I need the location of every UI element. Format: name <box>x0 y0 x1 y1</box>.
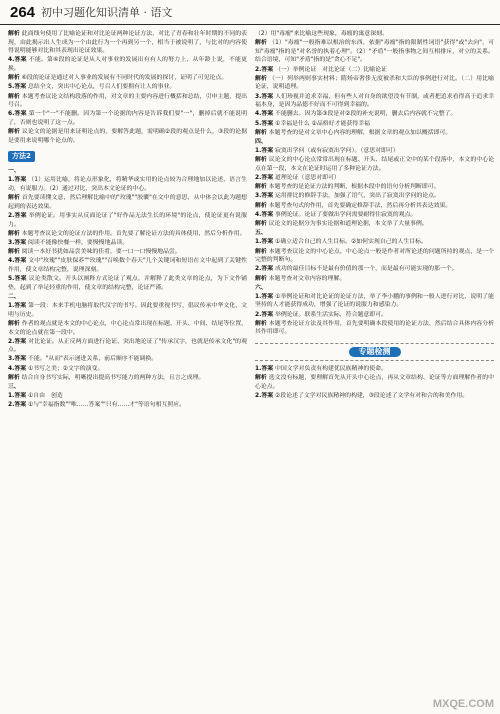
paragraph-label: 1.答案 <box>255 293 274 300</box>
answer-paragraph <box>8 248 247 257</box>
paragraph-text: 阅读不能像快餐一样，要慢慢地品读。 <box>28 240 129 246</box>
check-section-header <box>255 343 494 361</box>
paragraph-label: 1.答案 <box>8 303 27 310</box>
answer-paragraph <box>8 293 247 302</box>
paragraph-text: 举例论证。用事实从反面论证了"好作品无法生长的环境"的论点，使论证更有说服力。 <box>8 213 247 228</box>
paragraph-label: 2.答案 <box>255 311 274 318</box>
paragraph-label: 二、 <box>8 293 20 300</box>
answer-paragraph <box>8 176 247 193</box>
paragraph-text: （一）列举两则事实材料；隋炀帝奢侈无度被杀和大臣的事例进行对比。（二）用比喻论证，说明道理。 <box>255 75 494 91</box>
book-title: 初中习题化知识清单 · 语文 <box>41 6 173 19</box>
paragraph-label: 1.答案 <box>255 366 274 373</box>
answer-paragraph <box>255 93 494 110</box>
answer-paragraph <box>255 174 494 183</box>
paragraph-text: 本题考查议论文结构段落的作用，对文章的主要内容进行概括和总结，引申主题，提出号召。 <box>8 93 247 109</box>
paragraph-text: ②段论述了文学对民族精神的构建，③段论述了文学有对和合的和美作用。 <box>275 393 469 399</box>
paragraph-label: 解析 <box>8 129 20 136</box>
answer-paragraph <box>255 248 494 265</box>
paragraph-text: 作者的观点就是本文的中心论点，中心论点常出现在标题、开头、中间、结尾等位置，本文的论点就在第一段中。 <box>8 320 247 336</box>
paragraph-text: 首先要读懂文意，然后理解比喻中的"玫瑰""胶囊"在文中的意思，从中体会以此为题想起到的表达效果。 <box>8 195 247 210</box>
paragraph-label: 解析 <box>255 320 267 327</box>
answer-paragraph <box>8 355 247 364</box>
paragraph-label: 2.答案 <box>255 66 274 73</box>
answer-paragraph <box>255 138 494 147</box>
paragraph-text: 议论类散文。开头以阐释方式论证了观点，并解释了此类文章的论点，为下文作铺垫，起到了举足轻重的作用，使文章的结构完整，论证严谨。 <box>8 276 247 291</box>
answer-paragraph <box>255 311 494 320</box>
paragraph-text: 此商线句使用了比喻论证和对比论证两种论证方法，对比了青春和壮年时期的不同的表现，由此揭示出人生成为一个由此行为一个再到另一个，相当于被说明了，与比对的内容使得说明能够对比和其表现出论证效果。 <box>8 31 247 55</box>
answer-paragraph <box>8 239 247 248</box>
paragraph-text: 本题考查的是论证方法的判断，根据本段中的语句分析判断即可。 <box>268 184 440 191</box>
paragraph-text: ①与"幸福指数""唯……答案""只有……才"等语句相互照应。 <box>28 402 186 409</box>
paragraph-label: 解析 <box>255 40 268 47</box>
paragraph-text: 本题考查议论文的论证方法的作用。首先要了解论证方法的具体使用，然后分析作用。 <box>21 230 246 237</box>
paragraph-text: 选文没有标题，要理解首先从开头中心论点，再从文章结构、论证等方面理解作者的中心论点。 <box>255 375 494 390</box>
paragraph-text: 运用排比的修辞手法，加强了语气，突出了寂寞出学问的论点。 <box>275 193 440 200</box>
paragraph-label: 五、 <box>255 230 267 237</box>
answer-paragraph <box>255 183 494 192</box>
answer-paragraph <box>255 202 494 211</box>
paragraph-label: 4.答案 <box>8 57 27 64</box>
paragraph-text: 不能。"从而"表示递进关系，前后顺序不能调换。 <box>28 356 158 363</box>
paragraph-label: 2.答案 <box>255 266 274 273</box>
answer-paragraph <box>255 30 494 39</box>
paragraph-text: 第一段：本来手机电脑将取代汉字的书写。因此要重视书写，倡议传承中华文化，文明与历史。 <box>8 303 247 318</box>
paragraph-label: 四、 <box>255 138 267 145</box>
answer-paragraph <box>8 83 247 92</box>
method-section-header <box>8 149 247 163</box>
paragraph-text: 本题考查论证方法及其作用，首先要明确本段使用的论证方法，然后结合具体内容分析其作用即可。 <box>255 320 494 336</box>
answer-paragraph <box>8 230 247 239</box>
paragraph-text: 文中"玫瑰""皮肤保养""玫瑰""召唤数个春天"几个关键词和短语在文中起到了关键性作用，使文章结构完整，说理深刻。 <box>8 258 247 273</box>
answer-paragraph <box>8 128 247 145</box>
content-columns <box>8 30 494 706</box>
paragraph-label: 4.答案 <box>8 365 27 372</box>
paragraph-label: 解析 <box>255 202 267 209</box>
paragraph-label: 1.答案 <box>8 393 27 400</box>
paragraph-text: 事例论证。论证了要做出学问需要耐得住寂寞的观点。 <box>275 211 417 218</box>
paragraph-label: 解析 <box>8 249 20 256</box>
page-number: 264 <box>10 3 36 21</box>
paragraph-label: 解析 <box>8 230 20 237</box>
answer-paragraph <box>8 275 247 292</box>
page-header <box>0 0 500 25</box>
paragraph-text: （一）举例论证 对比论证（二）比喻论证 <box>275 66 387 73</box>
answer-paragraph <box>8 392 247 401</box>
answer-paragraph <box>255 39 494 65</box>
paragraph-text: 寂寞出学问（或有寂寞出学问）。（意思对即可） <box>275 148 399 155</box>
paragraph-label: 解析 <box>8 75 20 82</box>
paragraph-label: 解析 <box>255 248 267 255</box>
answer-paragraph <box>255 275 494 284</box>
paragraph-label: 解析 <box>8 374 20 381</box>
paragraph-text: ①确立适合自己的人生目标。②如何实现自己的人生目标。 <box>275 239 427 246</box>
paragraph-label: 5.答案 <box>8 84 27 91</box>
paragraph-label: 3.答案 <box>255 193 274 200</box>
paragraph-label: 三、 <box>8 384 20 391</box>
answer-paragraph <box>255 147 494 156</box>
paragraph-label: 4.答案 <box>255 211 274 218</box>
paragraph-label: 解析 <box>255 157 267 164</box>
answer-paragraph <box>255 66 494 75</box>
paragraph-label: 解析 <box>255 129 267 136</box>
paragraph-text: ①举例论证和对比论证的论证方法，举了李小鹏的事例和一般人进行对比，说明了能坚持的人才能获得成功，增强了论证的说服力和感染力。 <box>255 293 494 309</box>
paragraph-text: （2）用"毒瘤"来比喻这些现象，毒瘤的寓意深刻。 <box>255 31 388 37</box>
paragraph-text: 举例论证。联系生活实际，符合题意即可。 <box>275 311 387 318</box>
answer-paragraph <box>8 401 247 410</box>
paragraph-text: 不能删去。因为第③段是对②段的补充说明，删去后内容就不完整了。 <box>275 111 457 118</box>
answer-paragraph <box>8 257 247 274</box>
paragraph-text: 阅读一本好书犹如品尝美味的佳肴，要一口一口慢慢地品尝。 <box>21 249 181 256</box>
paragraph-text: ①幸福是什么 ②品格好才能获得幸福 <box>275 120 370 127</box>
paragraph-label: 解析 <box>8 93 20 100</box>
answer-paragraph <box>255 293 494 310</box>
answer-paragraph <box>255 265 494 274</box>
paragraph-text: 对比论证。从正反两方面进行论证，突出地论证了"传承汉字，也就是传承文化"的观点。 <box>8 338 247 354</box>
paragraph-label: 解析 <box>255 184 267 191</box>
answer-paragraph <box>8 302 247 319</box>
paragraph-text: 议论文的论据是用来证明论点的，要解答此题，需明确②段的观点是什么，③段的论据是要用来说明哪个论点的。 <box>8 129 247 144</box>
paragraph-text: 成功的最佳目标不是最有价值的那一个，而是最有可能实现的那一个。 <box>275 266 458 273</box>
paragraph-text: 人们珍视并追求幸福，但有些人对自身的欲望没有节制，或者把追求看得高于追求幸福本身，是因为品德不好而不可得到幸福的。 <box>255 93 494 109</box>
answer-paragraph <box>8 110 247 127</box>
paragraph-label: 3.答案 <box>8 356 27 363</box>
paragraph-label: 4.答案 <box>255 111 274 118</box>
paragraph-label: 解析 <box>255 275 267 282</box>
paragraph-label: 解析 <box>255 220 267 227</box>
paragraph-text: 本题考查的是对文章中心内容的理解，根据文章的观点加以概括即可。 <box>268 129 452 136</box>
answer-paragraph <box>255 229 494 238</box>
answer-paragraph <box>8 167 247 176</box>
paragraph-text: 结合自身书写实际，明晰提出提高书写能力的两种方法，且言之成理。 <box>21 374 205 381</box>
paragraph-label: 解析 <box>255 375 267 382</box>
paragraph-label: 3.答案 <box>8 240 27 246</box>
paragraph-text: 不能。第⑥段的论证是从人对事业的发展出有有人的努力上，从年龄上说，不能更换。 <box>8 57 247 72</box>
answer-paragraph <box>255 120 494 129</box>
answer-paragraph <box>255 129 494 138</box>
paragraph-label: 2.答案 <box>255 393 274 399</box>
paragraph-label: 六、 <box>255 284 267 291</box>
paragraph-label: 解析 <box>8 320 20 327</box>
answer-paragraph <box>8 374 247 383</box>
paragraph-text: ①自由 创造 <box>28 393 63 400</box>
answer-paragraph <box>8 212 247 229</box>
answer-paragraph <box>8 320 247 337</box>
check-title: 专题检测 <box>349 347 401 358</box>
paragraph-text: （1）"毒瘤"一般指难以根治的东西，依据"毒瘤"指的限制性词语"获得"或"去向"，可知"毒瘤"指的是"对名誉的执着心理"。（2）"矛盾"一般指事物之间互相排斥，对立的关系。结合语境，可知"矛盾"指的是"贪心不足"。 <box>255 40 494 64</box>
left-column <box>8 30 247 706</box>
paragraph-text: 议论文的中心论点常常出现在标题、开头、结尾或正文中的某个段落中，本文的中心论点在第一段，本文在论证时运用了多种论证方法。 <box>255 157 494 172</box>
paragraph-text: ①书写之美；②文字的演变。 <box>28 365 104 372</box>
answer-paragraph <box>8 365 247 374</box>
paragraph-label: 解析 <box>255 75 268 82</box>
watermark: MXQE.COM <box>432 698 494 710</box>
paragraph-label: 1.答案 <box>255 239 274 246</box>
paragraph-text: 道理论证（意思对即可） <box>275 175 340 182</box>
answer-paragraph <box>255 320 494 337</box>
answer-paragraph <box>255 192 494 201</box>
paragraph-label: 6.答案 <box>8 111 27 118</box>
answer-paragraph <box>8 93 247 110</box>
answer-paragraph <box>255 284 494 293</box>
answer-paragraph <box>255 75 494 92</box>
answer-paragraph <box>255 392 494 401</box>
answer-paragraph <box>255 220 494 229</box>
paragraph-label: 3.答案 <box>255 93 274 100</box>
paragraph-label: 一、 <box>8 168 20 175</box>
paragraph-label: 1.答案 <box>255 148 274 155</box>
answer-paragraph <box>255 156 494 173</box>
answer-paragraph <box>255 238 494 247</box>
answer-paragraph <box>8 30 247 56</box>
paragraph-text: 本题考查议论文的中心论点，中心论点一般是作者对所论述的问题所持的观点，是一个完整的判断句。 <box>255 248 494 264</box>
paragraph-label: 5.答案 <box>8 276 27 283</box>
answer-paragraph <box>8 383 247 392</box>
answer-paragraph <box>255 110 494 119</box>
answer-paragraph <box>255 374 494 391</box>
answer-paragraph <box>8 56 247 73</box>
paragraph-label: 5.答案 <box>255 120 274 127</box>
paragraph-label: 解析 <box>8 31 20 37</box>
paragraph-text: ⑥段的论证是通过对人事业的发展有不同时代的发展的探讨，证明了可见论点。 <box>21 75 228 82</box>
paragraph-text: 本题考查对文章内容的理解。 <box>268 275 346 282</box>
paragraph-label: 2.答案 <box>255 175 274 182</box>
answer-paragraph <box>8 194 247 211</box>
paragraph-text: 第一个"一"不能删。因为第一个论据的内容是告诉我们要"一"，删掉后就不能说明了，否则也说明了这一点。 <box>8 111 247 126</box>
paragraph-text: （1）运用比喻，将论点形象化，将精华或实用的论点较为合理地加以论述，语言生动，有说服力。（2）通过对比，突出本文论证的中心。 <box>8 177 247 193</box>
paragraph-text: 本题考查句式的作用，首先要确定修辞手法，然后再分析其表达效果。 <box>268 202 452 209</box>
paragraph-text: 总结全文，突出中心论点，号召人们要拥有让人的事业。 <box>28 84 176 91</box>
method-tag: 方法2 <box>8 151 35 162</box>
paragraph-label: 4.答案 <box>8 258 27 265</box>
paragraph-label: 1.答案 <box>8 177 27 184</box>
paragraph-text: 议论文的论据分为事实论据和道理论据，本文举了大量事例。 <box>268 220 428 227</box>
paragraph-label: 2.答案 <box>8 213 27 220</box>
right-column <box>255 30 494 706</box>
paragraph-label: 2.答案 <box>8 338 27 345</box>
answer-paragraph <box>8 74 247 83</box>
answer-paragraph <box>255 365 494 374</box>
answer-paragraph <box>8 338 247 355</box>
paragraph-label: 解析 <box>8 195 20 202</box>
answer-paragraph <box>255 211 494 220</box>
paragraph-label: 2.答案 <box>8 402 27 409</box>
paragraph-text: 中国文学对负责有构建优民族精神的使命。 <box>275 366 387 373</box>
